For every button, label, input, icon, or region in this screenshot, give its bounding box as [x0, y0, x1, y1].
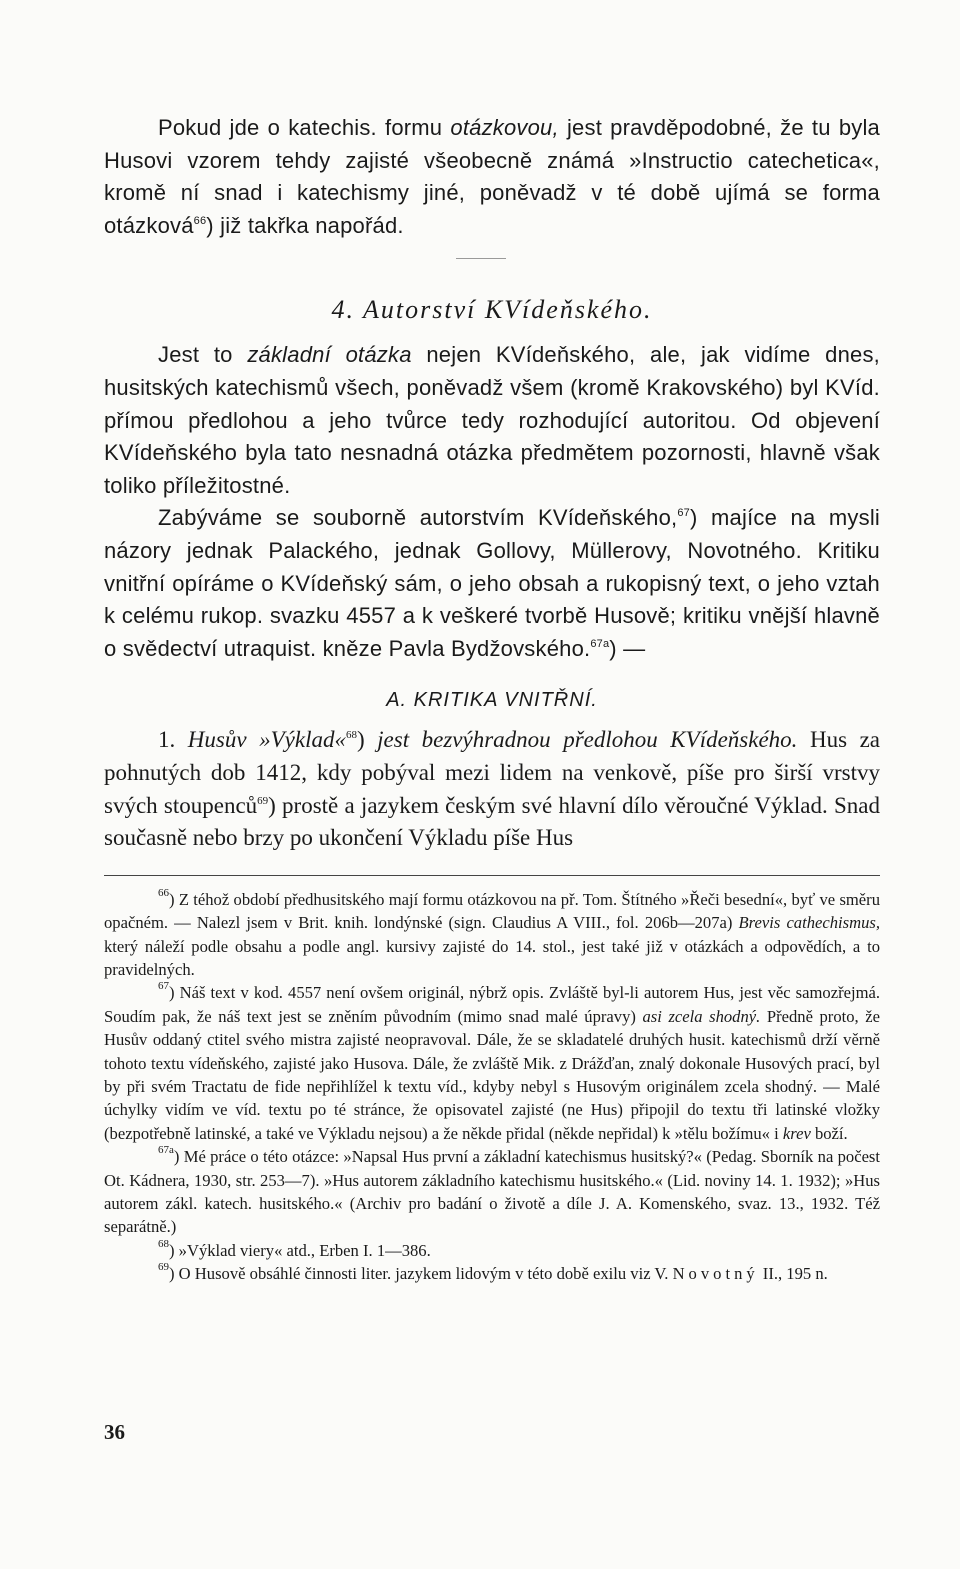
paragraph-1 [104, 112, 880, 242]
footnote-67a [104, 1145, 880, 1239]
page-number: 36 [104, 1420, 125, 1444]
footnote-number: 67 [158, 980, 169, 993]
text: ) Náš text v kod. 4557 není ovšem originál, nýbrž opis. Zvláště byl-li autorem Hus, jest věc samozřejmá. Soudím pak, že náš text jest se zněním původním (mimo snad malé úpravy) [104, 983, 880, 1026]
text: ) — [609, 635, 646, 661]
text: který náleží podle obsahu a podle angl. kursivy zajisté do 14. stol., jest také již v otázkách a odpovědích, a to pravidelných. [104, 936, 880, 979]
emphasis: Brevis cathechismus, [738, 913, 880, 933]
footnotes [104, 888, 880, 1286]
text: Zabýváme se souborně autorstvím KVídeňského, [158, 505, 678, 531]
footnote-rule [104, 875, 880, 876]
text: jest pravděpodobné, že tu byla Husovi vzorem tehdy zajisté všeobecně známá »Instructio catechetica«, kromě ní snad i katechismy jiné, poněvadž v té době ujímá se forma otázková [104, 115, 880, 238]
page [104, 112, 880, 1286]
text: nejen KVídeňského, ale, jak vidíme dnes, husitských katechismů všech, poněvadž všem (kromě Krakovského) byl KVíd. přímou předlohou a jeho tvůrce tedy rozhodující autoritou. Od objevení KVídeňského byla tato nesnadná otázka předmětem pozornosti, hlavně však toliko příležitostné. [104, 342, 880, 498]
text: ) [356, 727, 378, 753]
body-text [104, 112, 880, 855]
footnote-number: 67a [158, 1144, 174, 1157]
spaced-name: Novotný [672, 1264, 759, 1284]
text: boží. [810, 1123, 848, 1143]
emphasis: základní otázka [247, 342, 412, 368]
footnote-ref[interactable]: 66 [193, 214, 207, 227]
text: II., 195 n. [758, 1264, 828, 1284]
footnote-68 [104, 1239, 880, 1262]
emphasis: Husův »Výklad« [187, 727, 346, 753]
paragraph-2 [104, 339, 880, 502]
footnote-69 [104, 1262, 880, 1285]
footnote-ref[interactable]: 67 [677, 507, 690, 520]
footnote-ref[interactable]: 68 [345, 729, 357, 742]
text: Předně proto, že Husův oddaný ctitel svého mistra zajisté neopravoval. Dále, že se skladatelé druhých husit. katechismů drží věrně tohoto textu vídeňského, zajisté jako Husova. Dále, že zvláště Mik. z Drážďan, znalý dokonale Husových prací, byl by při svém Tractatu de fide nepřihlížel k textu víd., kdyby nebyl s Husovým originálem zcela shodný. — Malé úchylky vidím ve víd. textu po té stránce, že opisovatel zajisté (ne Hus) připojil do textu tři latinské vložky (bezpotřebně latinské, a také ve Výkladu nejsou) a že někde přidal (někde nepřidal) k »tělu božímu« i [104, 1006, 880, 1143]
text: ) »Výklad viery« atd., Erben I. 1—386. [169, 1240, 431, 1260]
paragraph-4 [104, 724, 880, 854]
footnote-number: 66 [158, 886, 169, 899]
text: ) Z téhož období předhusitského mají formu otázkovou na př. Tom. Štítného »Řeči besední«, byť ve směru opačném. — Nalezl jsem v Brit. knih. londýnské (sign. Claudius A VIII., fol. 206b—207a) [104, 889, 880, 933]
text: ) prostě a jazykem českým své hlavní dílo věroučné Výklad. Snad současně nebo brzy po ukončení Výkladu píše Hus [104, 792, 880, 851]
section-heading: 4. Autorství KVídeňského. [331, 295, 653, 325]
text: Jest to [158, 342, 248, 368]
footnote-ref[interactable]: 69 [257, 794, 269, 807]
footnote-number: 69 [158, 1261, 169, 1274]
subsection-heading: A. KRITIKA VNITŘNÍ. [386, 689, 598, 712]
text: ) již takřka napořád. [206, 212, 404, 238]
emphasis: krev [782, 1123, 811, 1143]
emphasis: asi zcela shodný. [642, 1006, 761, 1026]
text: Pokud jde o katechis. formu [158, 115, 451, 140]
emphasis: jest bezvýhradnou předlohou KVídeňského. [377, 727, 798, 753]
footnote-66 [104, 888, 880, 982]
separator-rule [456, 258, 506, 259]
text: ) O Husově obsáhlé činnosti liter. jazykem lidovým v této době exilu viz V. [169, 1264, 673, 1284]
text: Hus za pohnutých dob 1412, kdy pobýval mezi lidem na venkově, píše pro širší vrstvy svých stoupenců [104, 727, 880, 818]
text: ) majíce na mysli názory jednak Palackého, jednak Gollovy, Müllerovy, Novotného. Kritiku vnitřní opíráme o KVídeňský sám, o jeho obsah a rukopisný text, o jeho vztah k celému rukop. svazku 4557 a k veškeré tvorbě Husově; kritiku vnější hlavně o svědectví utraquist. kněze Pavla Bydžovského. [104, 505, 880, 661]
text: ) Mé práce o této otázce: »Napsal Hus první a základní katechismus husitský?« (Pedag. Sborník na počest Ot. Kádnera, 1930, str. 253—7). »Hus autorem základního katechismu husitského.« (Lid. noviny 14. 1. 1932); »Hus autorem zákl. katech. husitského.« (Archiv pro badání o životě a díle J. A. Komenského, svaz. 13., 1932. Též separátně.) [104, 1147, 880, 1237]
footnote-ref[interactable]: 67a [590, 637, 610, 650]
paragraph-3 [104, 502, 880, 665]
footnote-number: 68 [158, 1237, 169, 1250]
footnote-67 [104, 981, 880, 1145]
text: 1. [158, 727, 188, 753]
emphasis: otázkovou, [450, 115, 559, 140]
